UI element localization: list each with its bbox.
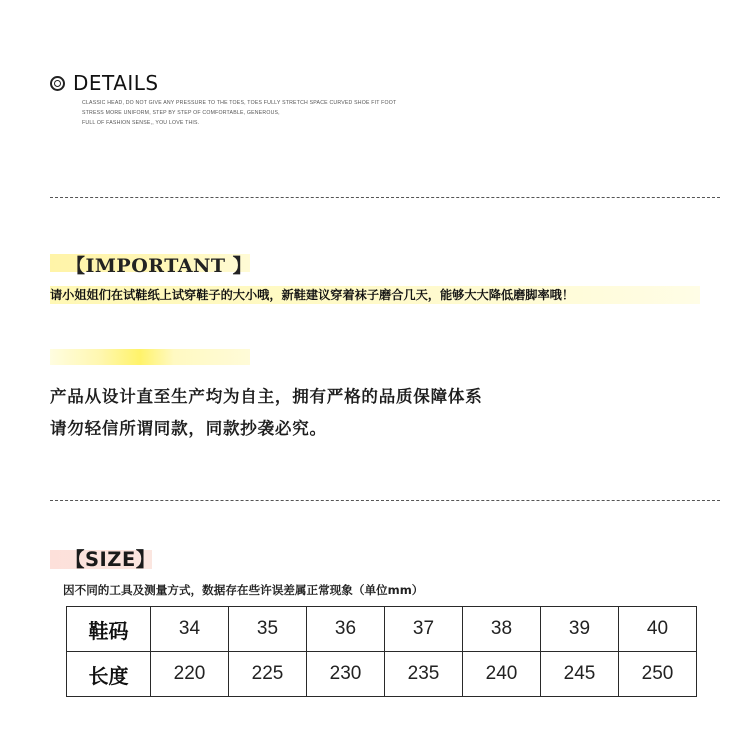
table-cell: 40 — [619, 607, 697, 652]
details-description-line: CLASSIC HEAD, DO NOT GIVE ANY PRESSURE TO THE TOES, TOES FULLY STRETCH SPACE CURVED SHOE FIT FOOT — [82, 100, 397, 106]
important-note: 请小姐姐们在试鞋纸上试穿鞋子的大小哦，新鞋建议穿着袜子磨合几天，能够大大降低磨脚率哦！ — [50, 286, 700, 304]
decorative-highlight-bar — [50, 349, 250, 365]
double-circle-icon — [50, 76, 65, 91]
table-cell: 225 — [229, 652, 307, 697]
table-cell: 230 — [307, 652, 385, 697]
table-row — [67, 607, 697, 652]
table-cell: 34 — [151, 607, 229, 652]
statement-line-1: 产品从设计直至生产均为自主，拥有严格的品质保障体系 — [50, 387, 483, 406]
table-cell: 38 — [463, 607, 541, 652]
table-cell: 235 — [385, 652, 463, 697]
details-title: DETAILS — [73, 71, 159, 95]
table-row — [67, 652, 697, 697]
table-cell: 37 — [385, 607, 463, 652]
row-header-shoe-size: 鞋码 — [67, 607, 151, 652]
important-title: 【IMPORTANT 】 — [66, 255, 253, 277]
details-description-line: FULL OF FASHION SENSE,, YOU LOVE THIS. — [82, 120, 200, 126]
table-cell: 250 — [619, 652, 697, 697]
table-cell: 36 — [307, 607, 385, 652]
statement-line-2: 请勿轻信所谓同款，同款抄袭必究。 — [50, 419, 327, 438]
row-header-length: 长度 — [67, 652, 151, 697]
details-heading — [50, 70, 159, 96]
size-title: 【SIZE】 — [65, 548, 156, 571]
table-cell: 240 — [463, 652, 541, 697]
size-note: 因不同的工具及测量方式，数据存在些许误差属正常现象（单位mm） — [63, 583, 424, 597]
dashed-divider — [50, 500, 720, 501]
size-table — [66, 606, 697, 697]
table-cell: 35 — [229, 607, 307, 652]
table-cell: 220 — [151, 652, 229, 697]
table-cell: 245 — [541, 652, 619, 697]
table-cell: 39 — [541, 607, 619, 652]
details-description — [82, 98, 442, 128]
details-description-line: STRESS MORE UNIFORM, STEP BY STEP OF COMFORTABLE, GENEROUS, — [82, 110, 280, 116]
dashed-divider — [50, 197, 720, 198]
